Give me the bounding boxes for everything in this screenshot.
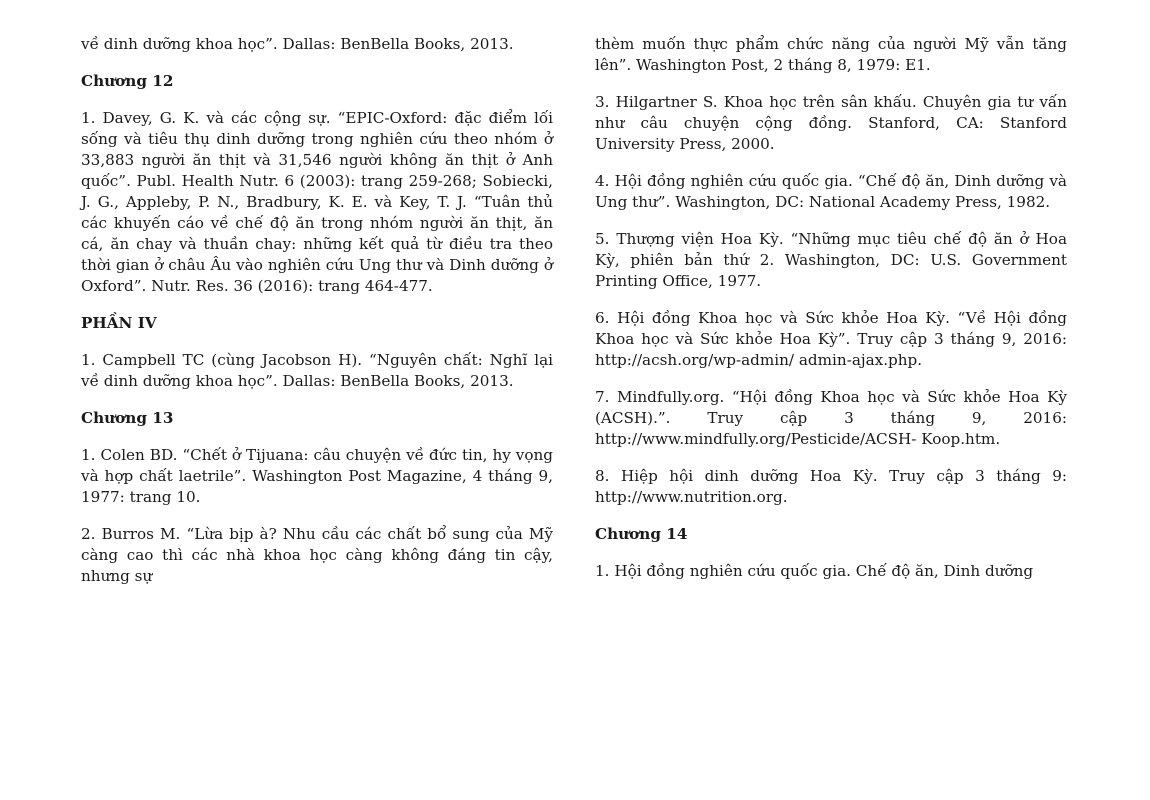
chapter-13-ref-7: 7. Mindfully.org. “Hội đồng Khoa học và Sức khỏe Hoa Kỳ (ACSH).”. Truy cập 3 tháng 9, 2016: http://www.mindfully.org/Pesticide/ACSH- Koop.htm. — [595, 388, 1067, 448]
chapter-14-ref-1: 1. Hội đồng nghiên cứu quốc gia. Chế độ ăn, Dinh dưỡng — [595, 562, 1034, 580]
chapter-13-ref-4: 4. Hội đồng nghiên cứu quốc gia. “Chế độ ăn, Dinh dưỡng và Ung thư”. Washington, DC: National Academy Press, 1982. — [595, 172, 1067, 211]
reference-continued: về dinh dưỡng khoa học”. Dallas: BenBella Books, 2013. — [81, 35, 514, 53]
chapter-14-heading: Chương 14 — [595, 525, 688, 543]
reference-continued: thèm muốn thực phẩm chức năng của người Mỹ vẫn tăng lên”. Washington Post, 2 tháng 8, 1979: E1. — [595, 35, 1067, 74]
chapter-13-ref-6: 6. Hội đồng Khoa học và Sức khỏe Hoa Kỳ. “Về Hội đồng Khoa học và Sức khỏe Hoa Kỳ”. Truy cập 3 tháng 9, 2016: http://acsh.org/wp-admin/ admin-ajax.php. — [595, 309, 1067, 369]
chapter-13-ref-2: 2. Burros M. “Lừa bịp à? Nhu cầu các chất bổ sung của Mỹ càng cao thì các nhà khoa học càng không đáng tin cậy, nhưng sự — [81, 525, 553, 585]
chapter-13-ref-8: 8. Hiệp hội dinh dưỡng Hoa Kỳ. Truy cập 3 tháng 9: http://www.nutrition.org. — [595, 467, 1067, 506]
right-column — [595, 34, 1067, 598]
chapter-12-ref-1: 1. Davey, G. K. và các cộng sự. “EPIC-Oxford: đặc điểm lối sống và tiêu thụ dinh dưỡng trong nghiên cứu theo nhóm ở 33,883 người ăn thịt và 31,546 người không ăn thịt ở Anh quốc”. Publ. Health Nutr. 6 (2003): trang 259-268; Sobiecki, J. G., Appleby, P. N., Bradbury, K. E. và Key, T. J. “Tuân thủ các khuyến cáo về chế độ ăn trong nhóm người ăn thịt, ăn cá, ăn chay và thuần chay: những kết quả từ điều tra theo thời gian ở châu Âu vào nghiên cứu Ung thư và Dinh dưỡng ở Oxford”. Nutr. Res. 36 (2016): trang 464-477. — [81, 109, 553, 295]
chapter-13-heading: Chương 13 — [81, 409, 174, 427]
chapter-13-ref-1: 1. Colen BD. “Chết ở Tijuana: câu chuyện về đức tin, hy vọng và hợp chất laetrile”. Washington Post Magazine, 4 tháng 9, 1977: trang 10. — [81, 446, 553, 506]
part-4-ref-1: 1. Campbell TC (cùng Jacobson H). “Nguyên chất: Nghĩ lại về dinh dưỡng khoa học”. Dallas: BenBella Books, 2013. — [81, 351, 553, 390]
chapter-13-ref-5: 5. Thượng viện Hoa Kỳ. “Những mục tiêu chế độ ăn ở Hoa Kỳ, phiên bản thứ 2. Washington, DC: U.S. Government Printing Office, 1977. — [595, 230, 1067, 290]
left-column — [81, 34, 553, 603]
chapter-13-ref-3: 3. Hilgartner S. Khoa học trên sân khấu. Chuyên gia tư vấn như câu chuyện cộng đồng. Stanford, CA: Stanford University Press, 2000. — [595, 93, 1067, 153]
part-4-heading: PHẦN IV — [81, 314, 157, 332]
chapter-12-heading: Chương 12 — [81, 72, 174, 90]
